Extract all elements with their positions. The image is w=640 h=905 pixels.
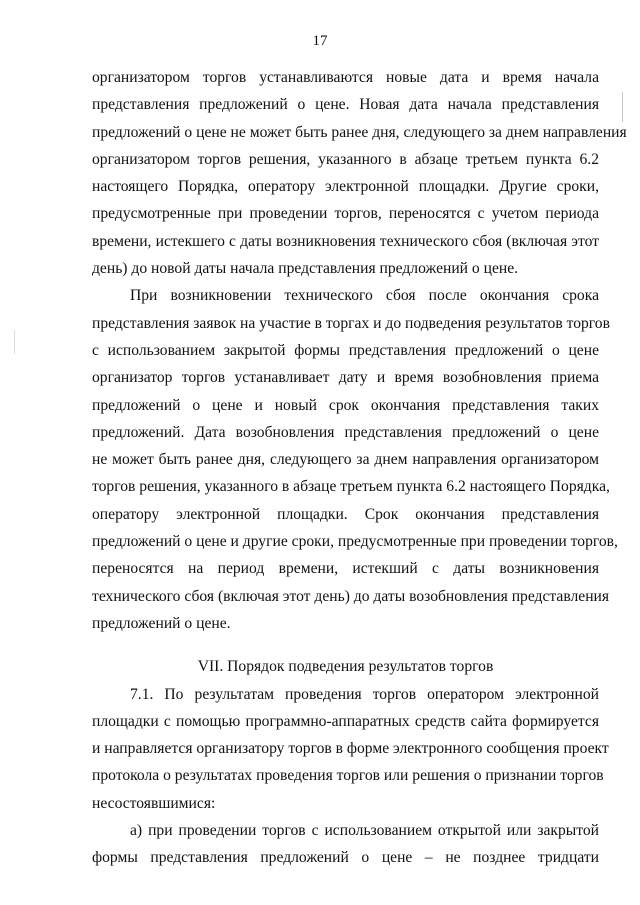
text-line: формы представления предложений о цене – не позднее тридцати [92,849,599,867]
text-line: с использованием закрытой формы представления предложений о цене [92,341,599,359]
text-line: не может быть ранее дня, следующего за днем направления организатором [92,451,599,469]
text-line: оператору электронной площадки. Срок окончания представления [92,505,599,523]
text-line: организатор торгов устанавливает дату и время возобновления приема [92,369,599,387]
text-line: предложений о цене и другие сроки, предусмотренные при проведении торгов, [92,533,618,551]
text-line: торгов решения, указанного в абзаце третьем пункта 6.2 настоящего Порядка, [92,478,610,496]
scan-artifact-left [14,330,15,354]
paragraph-continuation [92,64,627,282]
text-line: площадки с помощью программно-аппаратных средств сайта формируется [92,712,599,730]
text-line: настоящего Порядка, оператору электронной площадки. Другие сроки, [92,178,599,196]
text-line: предложений о цене. [92,614,231,632]
text-line: При возникновении технического сбоя после окончания срока [130,287,599,305]
text-line: предусмотренные при проведении торгов, переносятся с учетом периода [92,205,599,223]
text-line: протокола о результатах проведения торгов или решения о признании торгов [92,767,604,785]
text-line: 7.1. По результатам проведения торгов оператором электронной [130,685,599,703]
text-line: и направляется организатору торгов в форме электронного сообщения проект [92,740,609,758]
scan-artifact-right [622,92,623,122]
document-body [92,64,627,872]
text-line: день) до новой даты начала представления предложений о цене. [92,260,519,278]
text-line: предложений о цене и новый срок окончания представления таких [92,396,599,414]
text-line: представления предложений о цене. Новая дата начала представления [92,96,599,114]
text-line: представления заявок на участие в торгах и до подведения результатов торгов [92,314,610,332]
section-heading: VII. Порядок подведения результатов торгов [197,658,494,676]
text-line: несостоявшимися: [92,794,216,812]
page-number: 17 [312,33,328,49]
text-line: а) при проведении торгов с использованием открытой или закрытой [130,822,599,840]
paragraph-7-1 [92,681,609,817]
spacer [92,637,599,653]
paragraph-item-a [92,817,599,872]
text-line: переносятся на период времени, истекший с даты возникновения [92,560,599,578]
text-line: организатором торгов устанавливаются новые дата и время начала [92,69,599,86]
text-line: предложений о цене не может быть ранее дня, следующего за днем направления [92,123,627,141]
text-line: технического сбоя (включая этот день) до даты возобновления представления [92,587,610,605]
text-line: предложений. Дата возобновления представления предложений о цене [92,423,599,441]
paragraph-technical-failure [92,282,618,637]
text-line: времени, истекшего с даты возникновения технического сбоя (включая этот [92,232,599,250]
text-line: организатором торгов решения, указанного в абзаце третьем пункта 6.2 [92,150,599,168]
